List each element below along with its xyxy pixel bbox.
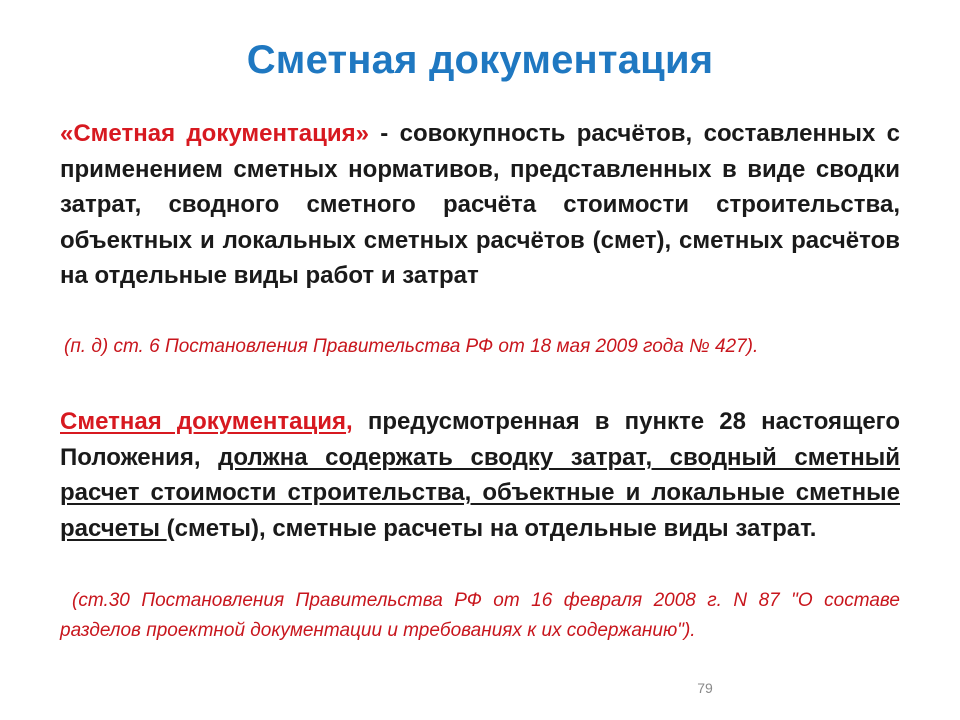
definition-underlined-2: должна содержать сводку затрат, сводный сметный расчет стоимости строительства, объектные и локальные сметные расчеты [60,443,900,542]
slide-title: Сметная документация [246,38,714,82]
definition-text-2a: предусмотренная в пункте 28 настоящего Положения, [60,408,901,471]
definition-text-2b: (сметы), сметные расчеты на отдельные виды затрат. [166,514,817,542]
definition-paragraph-1 [60,116,900,294]
page-number: 79 [697,680,713,696]
definition-text-1: - совокупность расчётов, составленных с применением сметных нормативов, представленных в виде сводки затрат, сводного сметного расчёта стоимости строительства, объектных и локальных сметных расчётов (смет), сметных расчётов на отдельные виды работ и затрат [60,120,901,289]
definition-term-2: Сметная документация [60,408,347,435]
citation-2: (ст.30 Постановления Правительства РФ от 16 февраля 2008 г. N 87 "О составе разделов проектной документации и требованиях к их содержанию"). [60,590,900,641]
definition-paragraph-2 [60,404,900,546]
definition-term-2-comma: , [346,408,353,435]
definition-term-1: «Сметная документация» [60,120,369,147]
citation-1: (п. д) ст. 6 Постановления Правительства РФ от 18 мая 2009 года № 427). [64,336,759,357]
